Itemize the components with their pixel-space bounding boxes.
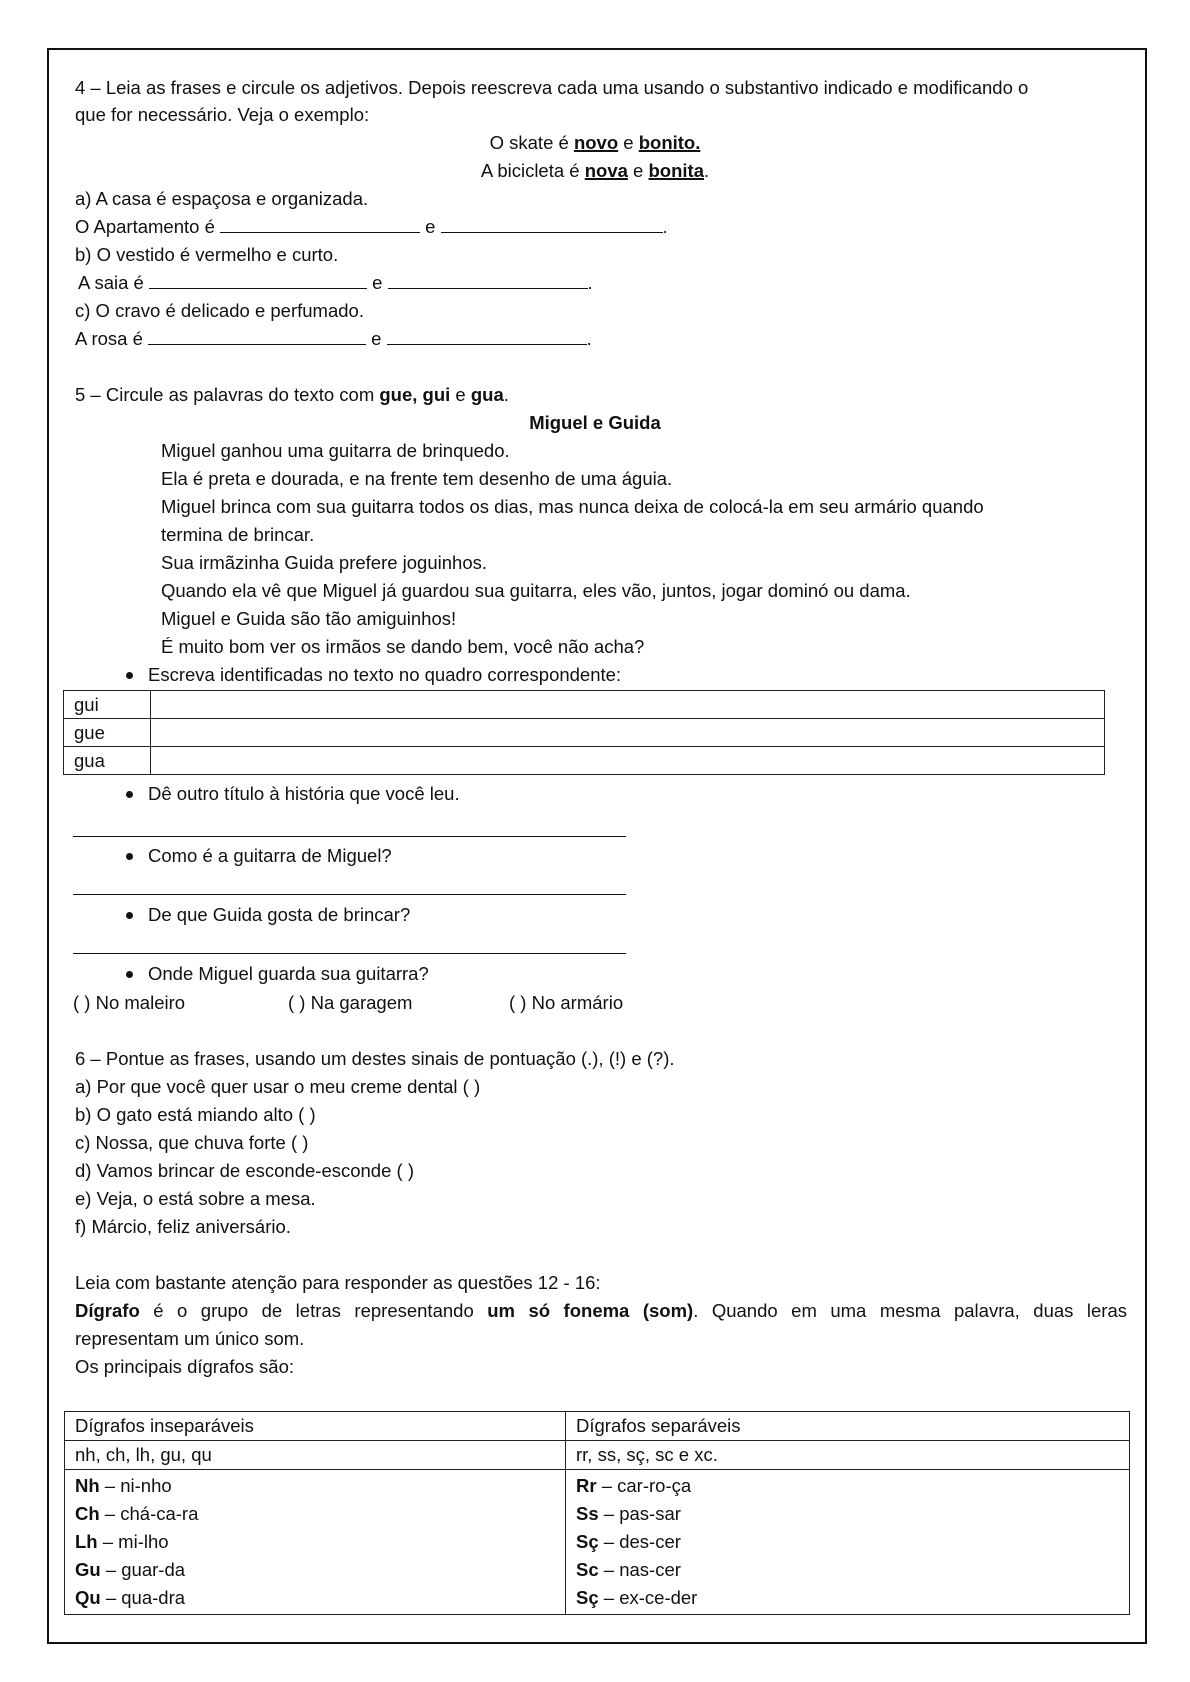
connector: e <box>371 328 382 349</box>
example-text: A bicicleta é <box>480 160 585 181</box>
example-word: – nas-cer <box>598 1559 681 1580</box>
digraph: Gu <box>75 1559 101 1580</box>
option-label: No maleiro <box>95 992 186 1013</box>
example-text: e <box>627 160 649 181</box>
q4-instruction-line1: 4 – Leia as frases e circule os adjetivos. Depois reescreva cada uma usando o substantivo indicado e modificando o <box>75 77 1029 98</box>
answer-blank[interactable] <box>220 216 420 233</box>
q4b-sentence: b) O vestido é vermelho e curto. <box>75 244 339 265</box>
digraph: Ch <box>75 1503 100 1524</box>
q4c-sentence: c) O cravo é delicado e perfumado. <box>75 300 364 321</box>
digraph: Lh <box>75 1531 98 1552</box>
question-play: De que Guida gosta de brincar? <box>148 904 411 925</box>
example-adjective: novo <box>573 132 619 153</box>
answer-cell[interactable] <box>151 747 1105 775</box>
instruction-bold: gua <box>470 384 504 405</box>
example-adjective: bonito. <box>638 132 701 153</box>
table-header-row <box>65 1412 1130 1441</box>
definition-text: . Quando em uma mesma palavra, duas leras <box>693 1300 1127 1321</box>
story-line: Sua irmãzinha Guida prefere joguinhos. <box>161 552 487 573</box>
answer-cell[interactable] <box>151 691 1105 719</box>
period: . <box>586 328 592 349</box>
table-examples-row <box>65 1470 1130 1615</box>
example-item <box>75 1556 555 1584</box>
summary-inseparable: nh, ch, lh, gu, qu <box>65 1441 566 1470</box>
q4-instruction-line2: que for necessário. Veja o exemplo: <box>75 104 370 125</box>
question-where: Onde Miguel guarda sua guitarra? <box>148 963 429 984</box>
rewrite-prefix: A saia é <box>78 272 144 293</box>
q6-item: a) Por que você quer usar o meu creme dental ( ) <box>75 1076 481 1097</box>
header-inseparable: Dígrafos inseparáveis <box>65 1412 566 1441</box>
example-item <box>75 1528 555 1556</box>
answer-line[interactable] <box>73 953 626 954</box>
answer-line[interactable] <box>73 836 626 837</box>
question-guitar: Como é a guitarra de Miguel? <box>148 845 392 866</box>
table-prompt: Escreva identificadas no texto no quadro correspondente: <box>148 664 622 685</box>
example-text: e <box>618 132 639 153</box>
bullet-icon <box>126 853 133 860</box>
answer-line[interactable] <box>73 894 626 895</box>
definition-text: é o grupo de letras representando <box>139 1300 488 1321</box>
q4-example-line2 <box>0 160 1190 182</box>
option-garagem[interactable] <box>288 992 412 1014</box>
q4c-rewrite <box>75 328 592 350</box>
instruction-text: . <box>503 384 509 405</box>
checkbox[interactable]: ( ) <box>509 992 527 1013</box>
q6-instruction: 6 – Pontue as frases, usando um destes sinais de pontuação (.), (!) e (?). <box>75 1048 675 1069</box>
bullet-icon <box>126 791 133 798</box>
rewrite-prefix: O Apartamento é <box>75 216 215 237</box>
q6-item: b) O gato está miando alto ( ) <box>75 1104 316 1125</box>
option-label: Na garagem <box>310 992 413 1013</box>
bullet-icon <box>126 672 133 679</box>
example-word: – mi-lho <box>97 1531 169 1552</box>
q4-example-line1 <box>0 132 1190 154</box>
digraph-intro: Leia com bastante atenção para responder as questões 12 - 16: <box>75 1272 601 1293</box>
q4a-sentence: a) A casa é espaçosa e organizada. <box>75 188 369 209</box>
rewrite-prefix: A rosa é <box>75 328 143 349</box>
table-row <box>64 691 1105 719</box>
digraph: Qu <box>75 1587 101 1608</box>
example-adjective: nova <box>584 160 628 181</box>
example-item <box>75 1584 555 1612</box>
example-item <box>576 1500 1119 1528</box>
example-word: – car-ro-ça <box>596 1475 692 1496</box>
example-word: – qua-dra <box>100 1587 186 1608</box>
option-label: No armário <box>531 992 624 1013</box>
example-item <box>576 1528 1119 1556</box>
q6-item: f) Márcio, feliz aniversário. <box>75 1216 291 1237</box>
q5-instruction <box>75 384 509 406</box>
connector: e <box>425 216 436 237</box>
digraph: Sc <box>576 1559 599 1580</box>
connector: e <box>372 272 383 293</box>
answer-blank[interactable] <box>149 272 367 289</box>
example-item <box>576 1584 1119 1612</box>
period: . <box>662 216 668 237</box>
question-title: Dê outro título à história que você leu. <box>148 783 460 804</box>
option-maleiro[interactable] <box>73 992 185 1014</box>
digraph-definition <box>75 1300 1127 1322</box>
digraph: Sç <box>576 1587 599 1608</box>
story-line: É muito bom ver os irmãos se dando bem, você não acha? <box>161 636 645 657</box>
digraph: Rr <box>576 1475 597 1496</box>
example-text: . <box>704 160 710 181</box>
table-row <box>64 719 1105 747</box>
answer-cell[interactable] <box>151 719 1105 747</box>
checkbox[interactable]: ( ) <box>73 992 91 1013</box>
example-word: – chá-ca-ra <box>99 1503 199 1524</box>
example-word: – pas-sar <box>598 1503 681 1524</box>
story-line: Quando ela vê que Miguel já guardou sua guitarra, eles vão, juntos, jogar dominó ou dama. <box>161 580 911 601</box>
summary-separable: rr, ss, sç, sc e xc. <box>566 1441 1130 1470</box>
example-word: – ex-ce-der <box>598 1587 698 1608</box>
syllable-table <box>63 690 1105 775</box>
digraph: Ss <box>576 1503 599 1524</box>
definition-bold: um só fonema (som) <box>487 1300 694 1321</box>
instruction-bold: gue, gui <box>379 384 451 405</box>
option-armario[interactable] <box>509 992 623 1014</box>
answer-blank[interactable] <box>387 328 587 345</box>
definition-bold: Dígrafo <box>75 1300 140 1321</box>
q6-item: c) Nossa, que chuva forte ( ) <box>75 1132 309 1153</box>
q6-item: d) Vamos brincar de esconde-esconde ( ) <box>75 1160 414 1181</box>
digraph-definition-line2: representam um único som. <box>75 1328 305 1349</box>
examples-separable <box>566 1470 1130 1615</box>
instruction-text: e <box>450 384 471 405</box>
digraph: Sç <box>576 1531 599 1552</box>
story-title <box>0 412 1190 434</box>
digraph: Nh <box>75 1475 100 1496</box>
answer-blank[interactable] <box>441 216 663 233</box>
story-line: Ela é preta e dourada, e na frente tem desenho de uma águia. <box>161 468 673 489</box>
story-line: termina de brincar. <box>161 524 315 545</box>
bullet-icon <box>126 912 133 919</box>
table-row <box>64 747 1105 775</box>
story-line: Miguel brinca com sua guitarra todos os dias, mas nunca deixa de colocá-la em seu armário quando <box>161 496 984 517</box>
story-line: Miguel e Guida são tão amiguinhos! <box>161 608 457 629</box>
checkbox[interactable]: ( ) <box>288 992 306 1013</box>
answer-blank[interactable] <box>148 328 366 345</box>
row-label: gue <box>64 719 151 747</box>
q4b-rewrite <box>78 272 593 294</box>
instruction-text: 5 – Circule as palavras do texto com <box>75 384 380 405</box>
digraph-table <box>64 1411 1130 1615</box>
digraph-principal: Os principais dígrafos são: <box>75 1356 295 1377</box>
example-word: – des-cer <box>598 1531 681 1552</box>
example-item <box>576 1556 1119 1584</box>
example-adjective: bonita <box>648 160 704 181</box>
example-word: – ni-nho <box>99 1475 172 1496</box>
example-word: – guar-da <box>100 1559 186 1580</box>
bullet-icon <box>126 971 133 978</box>
q6-item: e) Veja, o está sobre a mesa. <box>75 1188 316 1209</box>
row-label: gui <box>64 691 151 719</box>
story-title-text: Miguel e Guida <box>529 412 661 433</box>
example-item <box>576 1472 1119 1500</box>
story-line: Miguel ganhou uma guitarra de brinquedo. <box>161 440 510 461</box>
examples-inseparable <box>65 1470 566 1615</box>
example-item <box>75 1472 555 1500</box>
period: . <box>587 272 593 293</box>
example-text: O skate é <box>489 132 574 153</box>
answer-blank[interactable] <box>388 272 588 289</box>
row-label: gua <box>64 747 151 775</box>
example-item <box>75 1500 555 1528</box>
q4a-rewrite <box>75 216 668 238</box>
header-separable: Dígrafos separáveis <box>566 1412 1130 1441</box>
table-summary-row <box>65 1441 1130 1470</box>
